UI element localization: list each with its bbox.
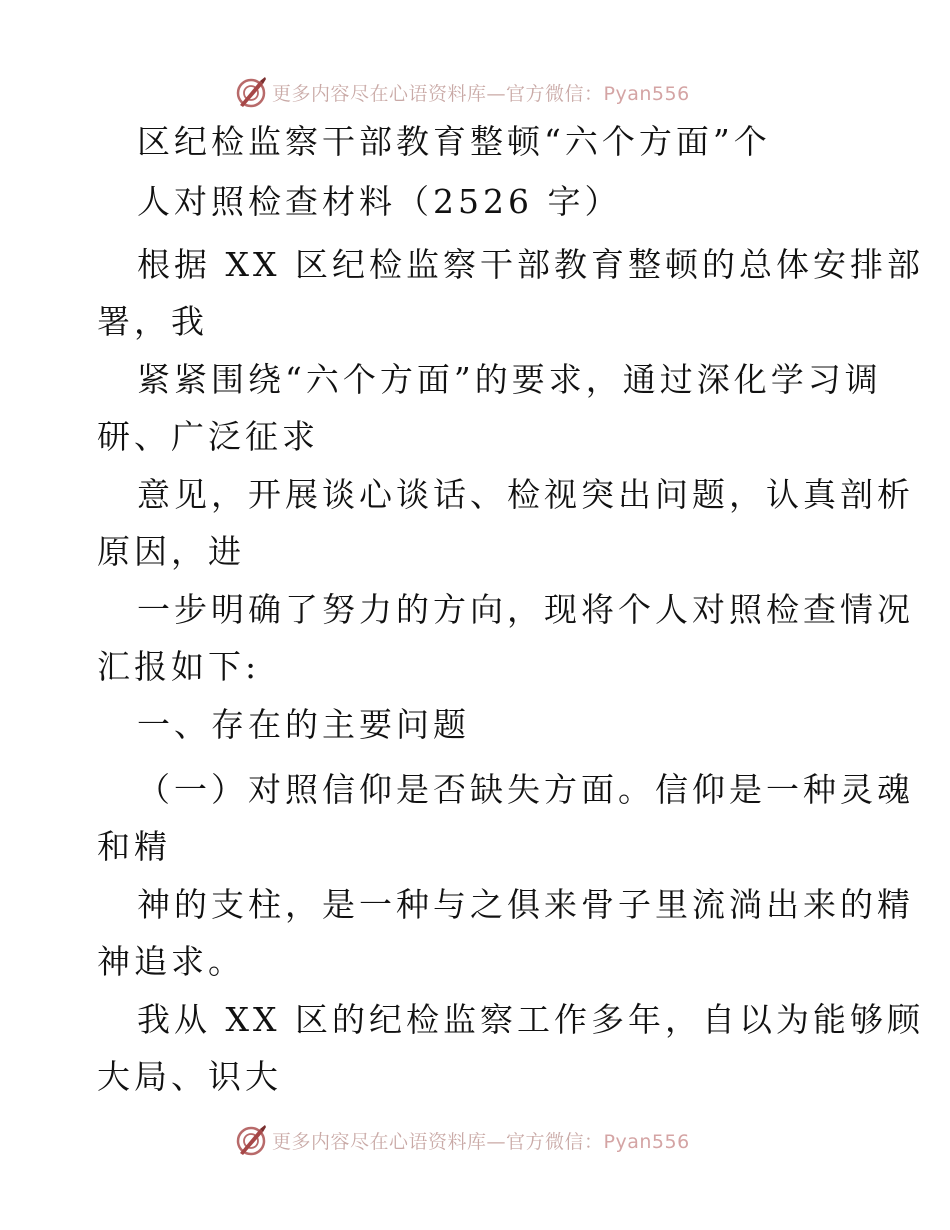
body-line: 一步明确了努力的方向，现将个人对照检查情况: [137, 590, 914, 629]
watermark-text: 更多内容尽在心语资料库—官方微信：: [272, 1130, 604, 1153]
body-line: 意见，开展谈心谈话、检视突出问题，认真剖析: [137, 475, 914, 514]
title-line-2: 人对照检查材料（2526 字）: [137, 182, 622, 221]
body-line: 我从 XX 区的纪检监察工作多年，自以为能够顾: [137, 1000, 924, 1039]
body-line: 神的支柱，是一种与之俱来骨子里流淌出来的精: [137, 885, 914, 924]
body-line: 神追求。: [97, 942, 245, 981]
body-line: 大局、识大: [97, 1057, 282, 1096]
pen-seal-icon: [234, 75, 268, 109]
body-line: 汇报如下:: [97, 647, 261, 686]
wechat-id: Pyan556: [603, 1130, 690, 1153]
body-line: 研、广泛征求: [97, 417, 319, 456]
body-line: 原因，进: [97, 532, 245, 571]
watermark-text: 更多内容尽在心语资料库—官方微信：: [272, 82, 604, 105]
body-line: 和精: [97, 827, 171, 866]
body-line: 根据 XX 区纪检监察干部教育整顿的总体安排部: [137, 245, 924, 284]
pen-seal-icon: [234, 1123, 268, 1157]
header-watermark: [0, 72, 950, 112]
body-line: （一）对照信仰是否缺失方面。信仰是一种灵魂: [137, 770, 914, 809]
wechat-id: Pyan556: [603, 82, 690, 105]
footer-watermark: [0, 1120, 950, 1160]
title-line-1: 区纪检监察干部教育整顿“六个方面”个: [137, 122, 771, 161]
body-line: 署，我: [97, 302, 208, 341]
body-line: 紧紧围绕“六个方面”的要求，通过深化学习调: [137, 360, 882, 399]
section-heading: 一、存在的主要问题: [137, 705, 470, 744]
